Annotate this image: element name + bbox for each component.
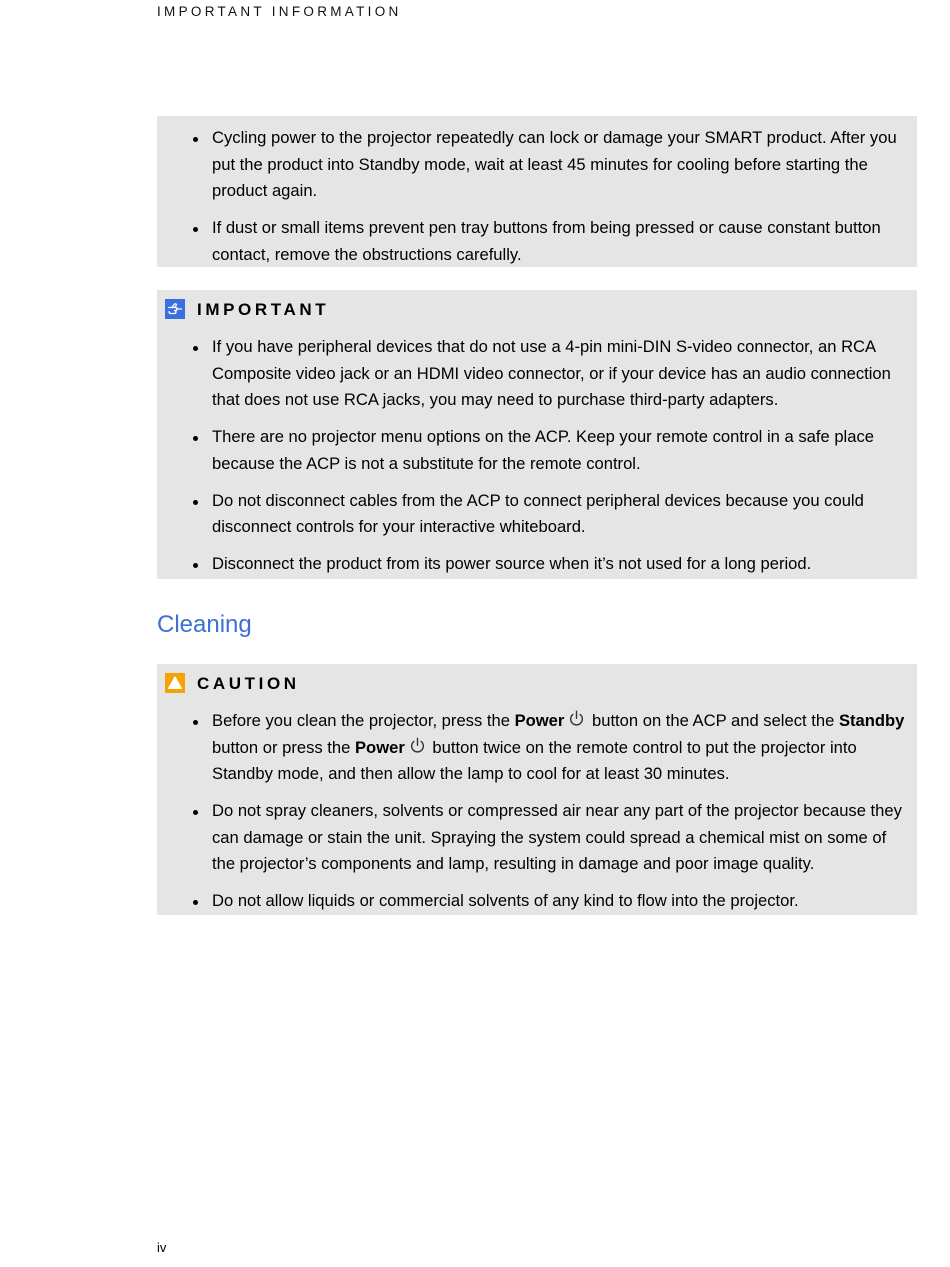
- list-item: Disconnect the product from its power source when it’s not used for a long period.: [157, 551, 917, 578]
- pointing-hand-icon: [165, 299, 185, 319]
- page-number: iv: [157, 1240, 167, 1255]
- list-item: If dust or small items prevent pen tray buttons from being pressed or cause constant button contact, remove the obstructions carefully.: [157, 215, 917, 268]
- list-item: Do not allow liquids or commercial solvents of any kind to flow into the projector.: [157, 888, 917, 915]
- text-run: button twice on the remote control to put the projector into Standby mode, and then allow the lamp to cool for at least 30 minutes.: [212, 737, 857, 783]
- text-run: button or press the: [212, 737, 355, 757]
- running-header: IMPORTANT INFORMATION: [157, 4, 402, 19]
- important-title: IMPORTANT: [197, 300, 330, 319]
- important-list: [157, 334, 917, 578]
- caution-box: [157, 664, 917, 915]
- section-heading-cleaning: Cleaning: [157, 611, 252, 638]
- text-run: Before you clean the projector, press the: [212, 711, 515, 730]
- list-item: Cycling power to the projector repeatedly can lock or damage your SMART product. After you put the product into Standby mode, wait at least 45 minutes for cooling before starting the product again.: [157, 125, 917, 205]
- caution-title: CAUTION: [197, 674, 300, 693]
- standby-label: Standby: [838, 711, 905, 730]
- notice-box: [157, 116, 917, 267]
- important-box: [157, 290, 917, 579]
- caution-header: [157, 664, 917, 708]
- list-item: Do not spray cleaners, solvents or compressed air near any part of the projector because they can damage or stain the unit. Spraying the system could spread a chemical mist on some of the projector’s components and lamp, resulting in damage and poor image quality.: [157, 798, 917, 878]
- text-run: button on the ACP and select the: [587, 711, 839, 730]
- list-item: Do not disconnect cables from the ACP to connect peripheral devices because you could disconnect controls for your interactive whiteboard.: [157, 488, 917, 541]
- power-icon: [568, 710, 585, 727]
- power-icon: [409, 737, 426, 754]
- caution-list: [157, 708, 917, 915]
- warning-triangle-icon: [165, 673, 185, 693]
- list-item: There are no projector menu options on the ACP. Keep your remote control in a safe place because the ACP is not a substitute for the remote control.: [157, 424, 917, 477]
- power-label: Power: [514, 711, 565, 730]
- list-item: [157, 708, 917, 788]
- list-item: If you have peripheral devices that do not use a 4-pin mini-DIN S-video connector, an RCA Composite video jack or an HDMI video connector, or if your device has an audio connection that does not use RCA jacks, you may need to purchase third-party adapters.: [157, 334, 917, 414]
- important-header: [157, 290, 917, 334]
- power-label: Power: [354, 737, 405, 757]
- notice-list: [157, 125, 917, 268]
